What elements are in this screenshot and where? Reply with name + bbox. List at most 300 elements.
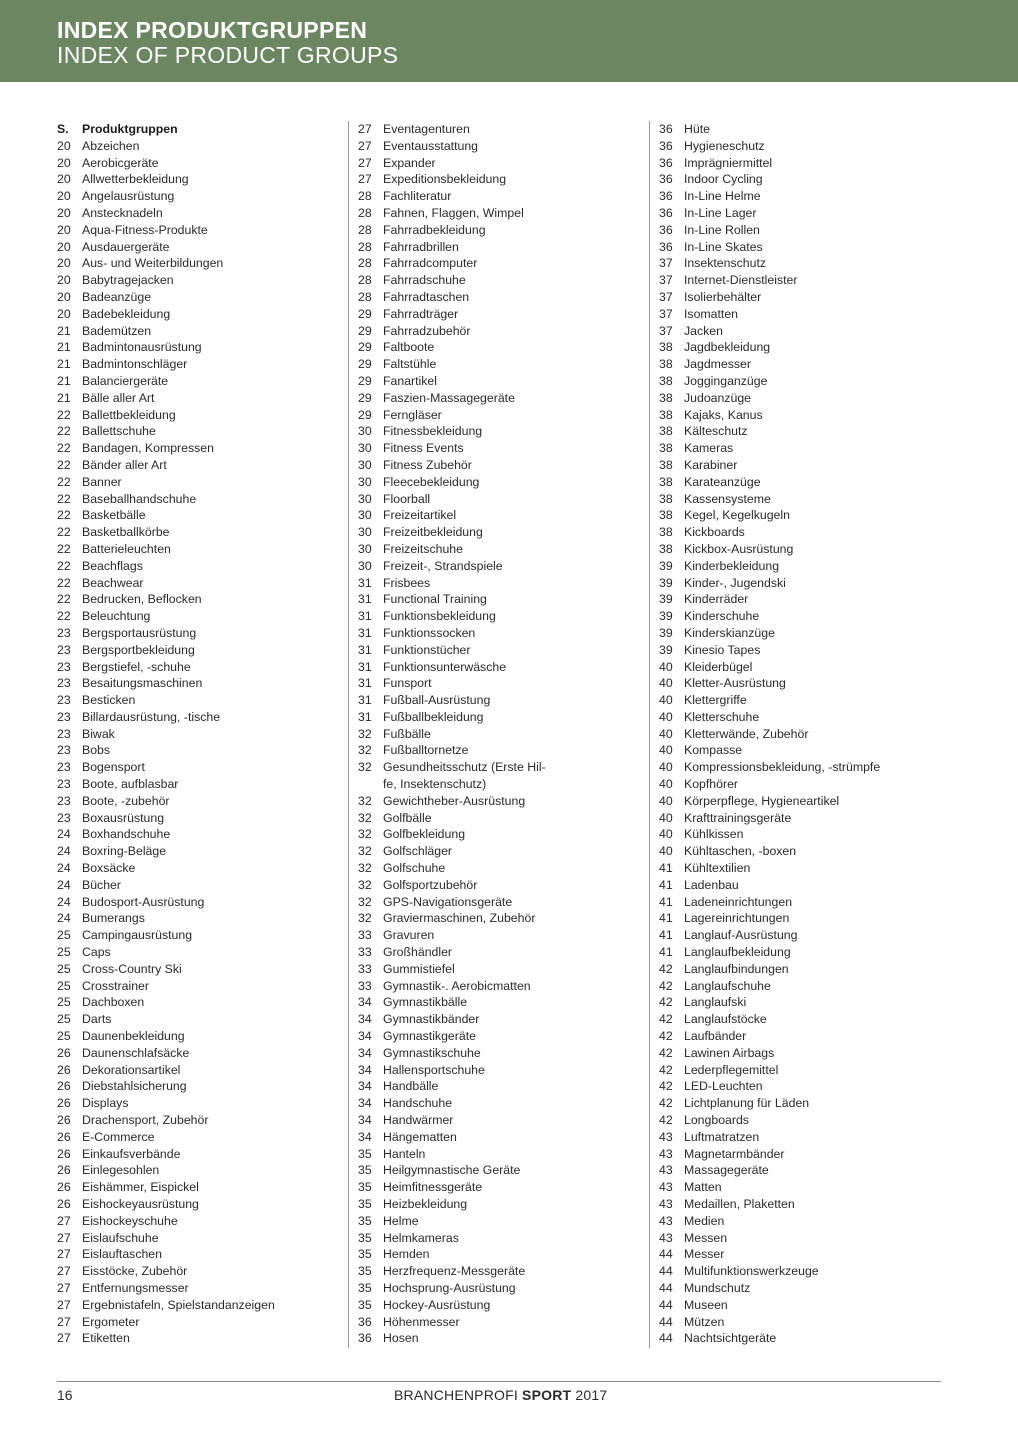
entry-name: Kleiderbügel <box>684 659 753 674</box>
entry-page: 23 <box>57 743 71 758</box>
entry-page: 31 <box>358 709 372 724</box>
index-entry <box>57 558 337 575</box>
entry-name: Eisstöcke, Zubehör <box>82 1264 188 1279</box>
index-entry <box>57 742 337 759</box>
index-entry <box>358 877 638 894</box>
entry-page: 34 <box>358 1012 372 1027</box>
entry-page: 43 <box>659 1180 673 1195</box>
index-entry <box>659 659 939 676</box>
index-entry <box>57 440 337 457</box>
index-entry <box>57 810 337 827</box>
entry-page: 40 <box>659 743 673 758</box>
entry-name: Fachliteratur <box>383 189 452 204</box>
index-entry <box>358 272 638 289</box>
entry-page: 32 <box>358 894 372 909</box>
index-entry <box>358 810 638 827</box>
entry-name: Bedrucken, Beflocken <box>82 592 202 607</box>
entry-page: 27 <box>358 122 372 136</box>
index-entry <box>57 1314 337 1331</box>
entry-page: 31 <box>358 642 372 657</box>
index-entry <box>659 188 939 205</box>
entry-name: Fleecebekleidung <box>383 474 480 489</box>
entry-page: 31 <box>358 575 372 590</box>
entry-page: 36 <box>659 205 673 220</box>
entry-page: 26 <box>57 1096 71 1111</box>
entry-page: 32 <box>358 861 372 876</box>
index-entry <box>57 423 337 440</box>
index-entry <box>57 709 337 726</box>
entry-name: Baseballhandschuhe <box>82 491 197 506</box>
entry-name: Imprägniermittel <box>684 155 773 170</box>
entry-name: Funktionssocken <box>383 625 476 640</box>
entry-page: 26 <box>57 1079 71 1094</box>
entry-page: 25 <box>57 961 71 976</box>
entry-page: 36 <box>358 1331 372 1346</box>
index-entry <box>57 1078 337 1095</box>
entry-page: 38 <box>659 457 673 472</box>
entry-page: 26 <box>57 1163 71 1178</box>
index-entry <box>659 910 939 927</box>
entry-name: Isomatten <box>684 306 738 321</box>
entry-name: Gymnastikbänder <box>383 1012 480 1027</box>
index-entry <box>358 323 638 340</box>
entry-page: 40 <box>659 827 673 842</box>
entry-page: 30 <box>358 441 372 456</box>
index-entry <box>659 810 939 827</box>
index-entry <box>57 205 337 222</box>
entry-page: 35 <box>358 1180 372 1195</box>
index-entry <box>358 860 638 877</box>
entry-page: 22 <box>57 424 71 439</box>
header-title-de: INDEX PRODUKTGRUPPEN <box>57 17 368 43</box>
index-entry <box>358 1129 638 1146</box>
entry-page: 20 <box>57 222 71 237</box>
index-entry <box>358 575 638 592</box>
entry-page: 43 <box>659 1163 673 1178</box>
index-entry <box>358 339 638 356</box>
index-entry <box>358 171 638 188</box>
entry-page: 28 <box>358 273 372 288</box>
entry-page: 28 <box>358 289 372 304</box>
index-entry <box>57 1330 337 1347</box>
index-entry <box>659 1213 939 1230</box>
entry-name: Luftmatratzen <box>684 1129 760 1144</box>
entry-page: 25 <box>57 1029 71 1044</box>
entry-name: Höhenmesser <box>383 1314 460 1329</box>
entry-name: Fahrradzubehör <box>383 323 471 338</box>
index-entry <box>358 1330 638 1347</box>
index-entry <box>659 524 939 541</box>
index-entry <box>57 1062 337 1079</box>
entry-page: 38 <box>659 340 673 355</box>
entry-page: 24 <box>57 894 71 909</box>
entry-page: 40 <box>659 793 673 808</box>
index-entry <box>57 642 337 659</box>
index-entry <box>659 1162 939 1179</box>
index-entry <box>57 222 337 239</box>
index-entry <box>57 625 337 642</box>
index-entry <box>57 390 337 407</box>
entry-name: Etiketten <box>82 1331 130 1346</box>
entry-name: Eishämmer, Eispickel <box>82 1180 199 1195</box>
entry-page: 27 <box>57 1331 71 1346</box>
entry-name: Freizeitartikel <box>383 508 457 523</box>
index-entry <box>358 692 638 709</box>
index-entry <box>358 659 638 676</box>
entry-name: Hygieneschutz <box>684 138 765 153</box>
entry-page: 33 <box>358 978 372 993</box>
entry-page: 35 <box>358 1247 372 1262</box>
entry-name: Heimfitnessgeräte <box>383 1180 483 1195</box>
entry-name: Großhändler <box>383 945 453 960</box>
entry-name: Museen <box>684 1297 728 1312</box>
index-entry <box>57 1112 337 1129</box>
index-entry <box>659 759 939 776</box>
entry-page: 36 <box>659 222 673 237</box>
index-entry <box>358 423 638 440</box>
entry-page: 30 <box>358 508 372 523</box>
entry-page: 42 <box>659 1029 673 1044</box>
index-entry <box>358 742 638 759</box>
index-entry <box>358 1213 638 1230</box>
index-entry <box>358 894 638 911</box>
entry-page: 24 <box>57 827 71 842</box>
entry-page: 32 <box>358 911 372 926</box>
entry-name: Hängematten <box>383 1129 457 1144</box>
entry-page: 22 <box>57 541 71 556</box>
entry-page: 28 <box>358 189 372 204</box>
entry-page: 43 <box>659 1129 673 1144</box>
index-entry <box>358 507 638 524</box>
entry-name: Bandagen, Kompressen <box>82 441 214 456</box>
entry-page: 35 <box>358 1197 372 1211</box>
index-entry <box>57 692 337 709</box>
entry-page: 32 <box>358 810 372 825</box>
entry-page: 38 <box>659 424 673 439</box>
entry-name: Jagdbekleidung <box>684 340 771 355</box>
entry-page: 31 <box>358 659 372 674</box>
entry-name: Fahrradbrillen <box>383 239 459 254</box>
entry-name: Golfbekleidung <box>383 827 466 842</box>
entry-page: 30 <box>358 525 372 540</box>
index-entry <box>659 608 939 625</box>
index-entry <box>659 541 939 558</box>
index-entry <box>358 356 638 373</box>
entry-page: 20 <box>57 289 71 304</box>
index-entry <box>659 239 939 256</box>
entry-page: 42 <box>659 995 673 1010</box>
entry-page: 25 <box>57 978 71 993</box>
entry-page: 32 <box>358 743 372 758</box>
entry-page: 27 <box>358 138 372 153</box>
entry-name: Nachtsichtgeräte <box>684 1331 777 1346</box>
entry-name: Ladeneinrichtungen <box>684 894 793 909</box>
entry-page: 41 <box>659 877 673 892</box>
entry-page: 23 <box>57 642 71 657</box>
index-entry <box>57 659 337 676</box>
entry-page: 26 <box>57 1062 71 1077</box>
header-title-en: INDEX OF PRODUCT GROUPS <box>57 42 399 68</box>
entry-name: Medien <box>684 1213 725 1228</box>
entry-name: Hanteln <box>383 1146 426 1161</box>
index-entry <box>358 474 638 491</box>
index-entry <box>358 289 638 306</box>
entry-name: Lawinen Airbags <box>684 1045 775 1060</box>
entry-page: 23 <box>57 726 71 741</box>
entry-page: 31 <box>358 609 372 624</box>
entry-page: 36 <box>659 172 673 187</box>
index-entry <box>358 1263 638 1280</box>
index-entry <box>659 272 939 289</box>
entry-name: Badmintonschläger <box>82 357 188 372</box>
entry-name: Eventagenturen <box>383 122 470 136</box>
entry-name: Kompasse <box>684 743 743 758</box>
entry-name: Heilgymnastische Geräte <box>383 1163 521 1178</box>
entry-page: 32 <box>358 877 372 892</box>
entry-name: Fitness Events <box>383 441 464 456</box>
entry-page: 27 <box>57 1230 71 1245</box>
entry-page: 32 <box>358 726 372 741</box>
entry-page: 23 <box>57 693 71 708</box>
entry-page: 27 <box>57 1297 71 1312</box>
index-entry <box>659 944 939 961</box>
entry-page: 27 <box>57 1314 71 1329</box>
entry-name: Hockey-Ausrüstung <box>383 1297 491 1312</box>
index-entry <box>57 1280 337 1297</box>
index-entry <box>659 1314 939 1331</box>
index-entry <box>659 978 939 995</box>
entry-name: Expeditionsbekleidung <box>383 172 507 187</box>
entry-page: 23 <box>57 676 71 691</box>
index-entry <box>659 440 939 457</box>
index-entry <box>358 188 638 205</box>
entry-name: Eishockeyschuhe <box>82 1213 178 1228</box>
entry-name: Golfschläger <box>383 844 453 859</box>
entry-name: Fitness Zubehör <box>383 457 472 472</box>
index-entry <box>358 222 638 239</box>
entry-name: Kinderbekleidung <box>684 558 780 573</box>
entry-name: Kompressionsbekleidung, -strümpfe <box>684 760 881 775</box>
entry-name: Mundschutz <box>684 1280 751 1295</box>
entry-name: Caps <box>82 945 111 960</box>
entry-name: Aerobicgeräte <box>82 155 159 170</box>
entry-name: Besaitungsmaschinen <box>82 676 203 691</box>
index-entry <box>358 1062 638 1079</box>
entry-name: Eishockeyausrüstung <box>82 1197 199 1211</box>
entry-page: 35 <box>358 1163 372 1178</box>
index-entry <box>358 138 638 155</box>
index-entry <box>659 860 939 877</box>
index-entry <box>358 709 638 726</box>
entry-page: 40 <box>659 810 673 825</box>
footer-brand <box>394 1386 607 1404</box>
entry-name: Gesundheitsschutz (Erste Hil- <box>383 760 546 775</box>
index-entry <box>358 776 638 793</box>
entry-name: Graviermaschinen, Zubehör <box>383 911 536 926</box>
index-entry <box>659 356 939 373</box>
entry-page: 30 <box>358 558 372 573</box>
index-entry <box>358 1045 638 1062</box>
entry-name: Laufbänder <box>684 1029 747 1044</box>
entry-page: 42 <box>659 1079 673 1094</box>
entry-name: Freizeitschuhe <box>383 541 463 556</box>
column-header-group: Produktgruppen <box>82 122 178 136</box>
entry-name: fe, Insektenschutz) <box>383 777 487 792</box>
entry-name: In-Line Lager <box>684 205 757 220</box>
entry-name: Daunenbekleidung <box>82 1029 185 1044</box>
index-entry <box>57 1230 337 1247</box>
index-entry <box>358 1146 638 1163</box>
index-entry <box>57 1095 337 1112</box>
entry-name: Entfernungsmesser <box>82 1280 189 1295</box>
entry-name: Kassensysteme <box>684 491 771 506</box>
index-entry <box>358 1179 638 1196</box>
entry-name: Hemden <box>383 1247 430 1262</box>
entry-name: Kühltextilien <box>684 861 751 876</box>
entry-name: Indoor Cycling <box>684 172 763 187</box>
entry-name: Boxring-Beläge <box>82 844 167 859</box>
entry-name: Golfbälle <box>383 810 432 825</box>
entry-name: Heizbekleidung <box>383 1197 468 1211</box>
index-entry <box>57 306 337 323</box>
entry-page: 25 <box>57 928 71 943</box>
entry-page: 37 <box>659 256 673 271</box>
entry-name: Matten <box>684 1180 722 1195</box>
entry-page: 34 <box>358 1079 372 1094</box>
index-entry <box>57 961 337 978</box>
index-entry <box>57 524 337 541</box>
entry-page: 40 <box>659 760 673 775</box>
entry-name: Hosen <box>383 1331 419 1346</box>
entry-name: Langlaufbekleidung <box>684 945 791 960</box>
index-entry <box>57 541 337 558</box>
index-entry <box>57 1129 337 1146</box>
entry-page: 28 <box>358 222 372 237</box>
entry-page: 27 <box>57 1280 71 1295</box>
entry-page: 25 <box>57 1012 71 1027</box>
index-entry <box>358 255 638 272</box>
entry-name: Beachflags <box>82 558 143 573</box>
entry-page: 32 <box>358 760 372 775</box>
entry-name: Boote, -zubehör <box>82 793 170 808</box>
entry-page: 22 <box>57 441 71 456</box>
entry-name: Funsport <box>383 676 432 691</box>
entry-name: Bücher <box>82 877 121 892</box>
index-entry <box>57 1213 337 1230</box>
index-entry <box>358 1314 638 1331</box>
entry-page: 37 <box>659 273 673 288</box>
entry-page: 31 <box>358 693 372 708</box>
entry-page: 26 <box>57 1146 71 1161</box>
entry-page: 22 <box>57 457 71 472</box>
entry-page: 38 <box>659 508 673 523</box>
entry-name: Daunenschlafsäcke <box>82 1045 190 1060</box>
index-entry <box>57 776 337 793</box>
entry-name: Lagereinrichtungen <box>684 911 790 926</box>
entry-page: 34 <box>358 1096 372 1111</box>
entry-name: Crosstrainer <box>82 978 149 993</box>
entry-page: 30 <box>358 474 372 489</box>
entry-page: 43 <box>659 1213 673 1228</box>
entry-page: 27 <box>358 172 372 187</box>
entry-name: Handwärmer <box>383 1113 454 1128</box>
entry-name: Fußbälle <box>383 726 431 741</box>
entry-name: Gymnastikbälle <box>383 995 468 1010</box>
entry-name: Isolierbehälter <box>684 289 762 304</box>
entry-name: Cross-Country Ski <box>82 961 182 976</box>
index-entry <box>659 776 939 793</box>
index-entry <box>57 860 337 877</box>
index-entry <box>659 843 939 860</box>
index-entry <box>57 1263 337 1280</box>
entry-page: 22 <box>57 525 71 540</box>
index-entry <box>659 1280 939 1297</box>
entry-name: Ballettbekleidung <box>82 407 176 422</box>
index-entry <box>659 692 939 709</box>
entry-name: Kameras <box>684 441 734 456</box>
index-entry <box>57 1196 337 1213</box>
index-entry <box>659 390 939 407</box>
entry-name: Fahrradbekleidung <box>383 222 486 237</box>
entry-name: Insektenschutz <box>684 256 767 271</box>
entry-page: 36 <box>358 1314 372 1329</box>
index-entry <box>358 1028 638 1045</box>
entry-page: 20 <box>57 273 71 288</box>
footer-year: 2017 <box>575 1387 608 1403</box>
entry-page: 30 <box>358 491 372 506</box>
entry-page: 26 <box>57 1180 71 1195</box>
entry-name: Langlaufstöcke <box>684 1012 767 1027</box>
index-entry <box>659 961 939 978</box>
entry-name: Bademützen <box>82 323 152 338</box>
index-entry <box>57 978 337 995</box>
entry-name: Freizeitbekleidung <box>383 525 483 540</box>
index-entry <box>57 474 337 491</box>
entry-name: Badeanzüge <box>82 289 152 304</box>
entry-name: Kinderskianzüge <box>684 625 775 640</box>
entry-name: Einlegesohlen <box>82 1163 160 1178</box>
entry-name: Kajaks, Kanus <box>684 407 763 422</box>
entry-name: Langlaufschuhe <box>684 978 771 993</box>
index-entry <box>659 373 939 390</box>
entry-name: Boxhandschuhe <box>82 827 171 842</box>
index-entry <box>659 1179 939 1196</box>
entry-name: Karabiner <box>684 457 738 472</box>
entry-page: 22 <box>57 407 71 422</box>
entry-page: 42 <box>659 978 673 993</box>
entry-name: In-Line Rollen <box>684 222 760 237</box>
entry-page: 33 <box>358 961 372 976</box>
entry-page: 39 <box>659 609 673 624</box>
entry-page: 40 <box>659 726 673 741</box>
entry-page: 41 <box>659 861 673 876</box>
entry-page: 20 <box>57 138 71 153</box>
index-entry <box>659 826 939 843</box>
index-entry <box>358 591 638 608</box>
index-entry <box>659 675 939 692</box>
index-entry <box>57 944 337 961</box>
entry-page: 20 <box>57 306 71 321</box>
index-entry <box>57 507 337 524</box>
index-entry <box>358 1162 638 1179</box>
entry-page: 23 <box>57 777 71 792</box>
index-entry <box>57 894 337 911</box>
entry-page: 36 <box>659 155 673 170</box>
index-entry <box>57 1297 337 1314</box>
entry-name: Lichtplanung für Läden <box>684 1096 810 1111</box>
entry-name: Fahrradcomputer <box>383 256 478 271</box>
entry-name: Ausdauergeräte <box>82 239 170 254</box>
